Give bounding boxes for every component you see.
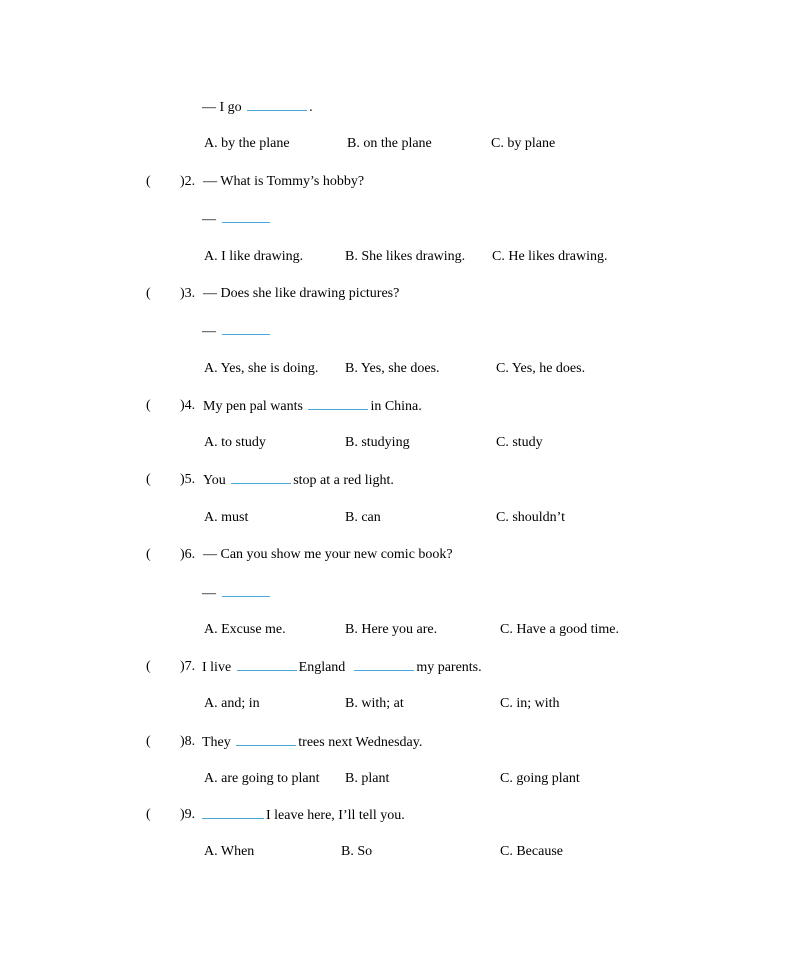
q4-text-after: in China. bbox=[370, 399, 422, 414]
q8-answer-paren[interactable]: ( bbox=[146, 734, 151, 749]
q5-option-a[interactable]: A. must bbox=[204, 510, 249, 525]
q2-option-b[interactable]: B. She likes drawing. bbox=[345, 249, 466, 264]
q5-text-before: You bbox=[203, 473, 226, 488]
q5-answer-paren[interactable]: ( bbox=[146, 472, 151, 487]
q9-option-b[interactable]: B. So bbox=[341, 844, 373, 859]
q4-option-c[interactable]: C. study bbox=[496, 435, 543, 450]
q9-option-c[interactable]: C. Because bbox=[500, 844, 563, 859]
q1-answer-suffix: . bbox=[309, 100, 313, 115]
q3-answer-line bbox=[202, 322, 272, 341]
q7-option-c[interactable]: C. in; with bbox=[500, 696, 560, 711]
q3-text: — Does she like drawing pictures? bbox=[203, 286, 400, 301]
q5-blank[interactable] bbox=[231, 471, 291, 484]
q5-sentence bbox=[203, 471, 394, 490]
q2-answer-paren[interactable]: ( bbox=[146, 174, 151, 189]
q1-answer-prefix: — I go bbox=[202, 100, 242, 115]
q3-option-c[interactable]: C. Yes, he does. bbox=[496, 361, 586, 376]
q8-text-before: They bbox=[202, 735, 231, 750]
q8-option-c[interactable]: C. going plant bbox=[500, 771, 580, 786]
q2-answer-blank[interactable] bbox=[222, 210, 270, 223]
q3-option-a[interactable]: A. Yes, she is doing. bbox=[204, 361, 319, 376]
q9-answer-paren[interactable]: ( bbox=[146, 807, 151, 822]
q4-option-b[interactable]: B. studying bbox=[345, 435, 410, 450]
q9-number: )9. bbox=[180, 807, 196, 822]
q4-sentence bbox=[203, 397, 422, 416]
q8-option-b[interactable]: B. plant bbox=[345, 771, 390, 786]
q9-sentence bbox=[202, 806, 405, 825]
q6-answer-line bbox=[202, 584, 272, 603]
q1-option-b[interactable]: B. on the plane bbox=[347, 136, 432, 151]
q2-number: )2. bbox=[180, 174, 196, 189]
q3-number: )3. bbox=[180, 286, 196, 301]
q8-option-a[interactable]: A. are going to plant bbox=[204, 771, 320, 786]
q2-option-a[interactable]: A. I like drawing. bbox=[204, 249, 304, 264]
q3-answer-prefix: — bbox=[202, 324, 216, 339]
q1-answer-blank[interactable] bbox=[247, 98, 307, 111]
q5-number: )5. bbox=[180, 472, 196, 487]
q9-option-a[interactable]: A. When bbox=[204, 844, 255, 859]
q4-blank[interactable] bbox=[308, 397, 368, 410]
q8-text-after: trees next Wednesday. bbox=[298, 735, 423, 750]
q7-text-3: my parents. bbox=[416, 660, 482, 675]
q5-option-b[interactable]: B. can bbox=[345, 510, 381, 525]
q6-text: — Can you show me your new comic book? bbox=[203, 547, 453, 562]
q7-blank-1[interactable] bbox=[237, 658, 297, 671]
q2-text: — What is Tommy’s hobby? bbox=[203, 174, 365, 189]
q7-option-a[interactable]: A. and; in bbox=[204, 696, 260, 711]
q2-answer-line bbox=[202, 210, 272, 229]
q9-text-after: I leave here, I’ll tell you. bbox=[266, 808, 405, 823]
q5-option-c[interactable]: C. shouldn’t bbox=[496, 510, 565, 525]
q8-number: )8. bbox=[180, 734, 196, 749]
q7-text-2: England bbox=[298, 660, 346, 675]
q6-number: )6. bbox=[180, 547, 196, 562]
q9-blank[interactable] bbox=[202, 806, 264, 819]
q6-option-c[interactable]: C. Have a good time. bbox=[500, 622, 619, 637]
q6-option-a[interactable]: A. Excuse me. bbox=[204, 622, 286, 637]
q8-sentence bbox=[202, 733, 422, 752]
q1-answer-line bbox=[202, 98, 313, 117]
q6-option-b[interactable]: B. Here you are. bbox=[345, 622, 438, 637]
q6-answer-blank[interactable] bbox=[222, 584, 270, 597]
q3-option-b[interactable]: B. Yes, she does. bbox=[345, 361, 440, 376]
q2-option-c[interactable]: C. He likes drawing. bbox=[492, 249, 608, 264]
q4-answer-paren[interactable]: ( bbox=[146, 398, 151, 413]
q1-option-c[interactable]: C. by plane bbox=[491, 136, 556, 151]
q6-answer-prefix: — bbox=[202, 586, 216, 601]
q4-number: )4. bbox=[180, 398, 196, 413]
q7-number: )7. bbox=[180, 659, 196, 674]
q1-option-a[interactable]: A. by the plane bbox=[204, 136, 290, 151]
q4-option-a[interactable]: A. to study bbox=[204, 435, 266, 450]
q7-blank-2[interactable] bbox=[354, 658, 414, 671]
q7-text-1: I live bbox=[202, 660, 232, 675]
q7-answer-paren[interactable]: ( bbox=[146, 659, 151, 674]
q4-text-before: My pen pal wants bbox=[203, 399, 303, 414]
q7-sentence bbox=[202, 658, 482, 677]
q5-text-after: stop at a red light. bbox=[293, 473, 394, 488]
q6-answer-paren[interactable]: ( bbox=[146, 547, 151, 562]
q2-answer-prefix: — bbox=[202, 212, 216, 227]
q7-option-b[interactable]: B. with; at bbox=[345, 696, 404, 711]
q3-answer-paren[interactable]: ( bbox=[146, 286, 151, 301]
q8-blank[interactable] bbox=[236, 733, 296, 746]
q3-answer-blank[interactable] bbox=[222, 322, 270, 335]
